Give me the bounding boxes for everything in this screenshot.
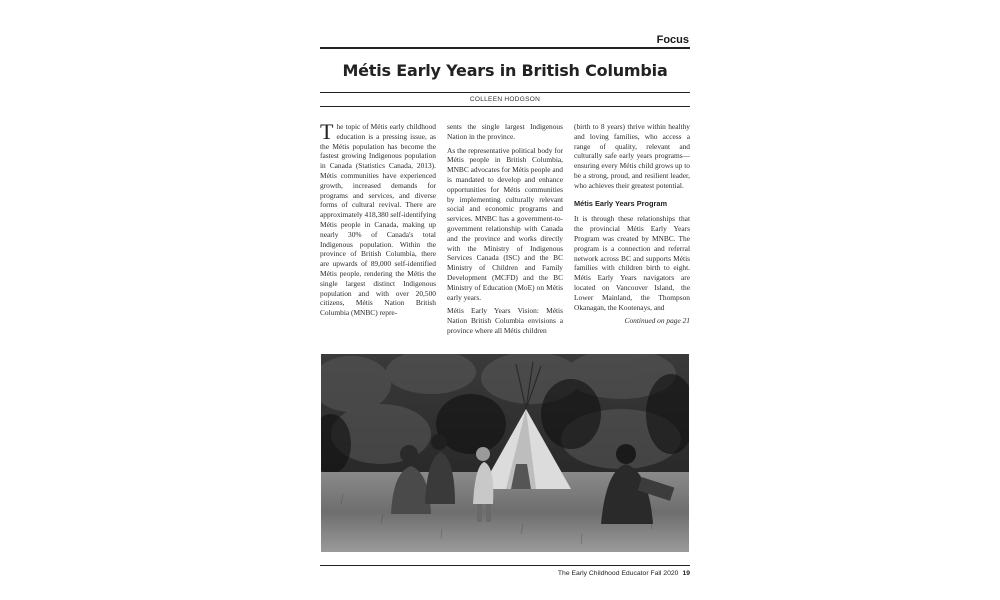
drop-cap: T (320, 122, 334, 144)
paragraph: Métis Early Years Vision: Métis Nation British Columbia envisions a province where all Métis children (447, 306, 563, 335)
publication-name: The Early Childhood Educator Fall 2020 (557, 570, 679, 577)
paragraph: As the representative political body for Métis people in British Columbia, MNBC advocates for Métis people and is mandated to develop and enhance opportunities for Métis communities by implementing culturally relevant social and economic programs and services. MNBC has a government-to-government relationship with Canada and the province and works directly with the Ministry of Indigenous Services Canada (ISC) and the BC Ministry of Children and Family Development (MCFD) and the BC Ministry of Education (MoE) on Métis early years. (447, 145, 563, 302)
article-body (320, 122, 690, 344)
page-number: 19 (682, 570, 690, 577)
column-3 (574, 122, 690, 344)
byline-rule (320, 106, 690, 107)
paragraph-text: he topic of Métis early childhood education is a pressing issue, as the Métis population has become the fastest growing Indigenous population in Canada (Statistics Canada, 2013). Métis communities have experienced growth, increased demands for programs and services, and diverse forms of cultural revival. There are approximately 418,380 self-identifying Métis people in Canada, making up nearly 30% of Canada's total Indigenous population. Within the province of British Columbia, there are upwards of 89,000 self-identified Métis people, rendering the Métis the single largest distinct Indigenous population and with over 20,500 citizens, Métis Nation British Columbia (MNBC) repre- (320, 122, 436, 318)
continued-note: Continued on page 21 (624, 316, 690, 326)
column-2 (447, 122, 563, 344)
tipi-photo (321, 354, 689, 552)
column-1 (320, 122, 436, 344)
paragraph: It is through these relationships that the provincial Métis Early Years Program was created by MNBC. The program is a connection and referral network across BC and supports Métis families with children birth to eight. Métis Early Years navigators are located on Vancouver Island, the Lower Mainland, the Thompson Okanagan, the Kootenays, and (574, 214, 690, 312)
author-byline: COLLEEN HODGSON (469, 96, 541, 103)
top-rule (320, 47, 690, 49)
section-label: Focus (656, 34, 689, 46)
footer-rule (320, 565, 690, 566)
magazine-page (320, 30, 690, 590)
page-footer (558, 570, 690, 577)
paragraph: sents the single largest Indigenous Nation in the province. (447, 122, 563, 141)
paragraph (320, 122, 436, 318)
paragraph: (birth to 8 years) thrive within healthy and loving families, who access a range of quality, relevant and culturally safe early years programs—ensuring every Métis child grows up to be a strong, proud, and resilient leader, who achieves their greatest potential. (574, 122, 690, 190)
subheading: Métis Early Years Program (574, 198, 668, 208)
title-rule (320, 92, 690, 93)
article-title: Métis Early Years in British Columbia (342, 61, 668, 80)
article-photo (321, 354, 689, 552)
